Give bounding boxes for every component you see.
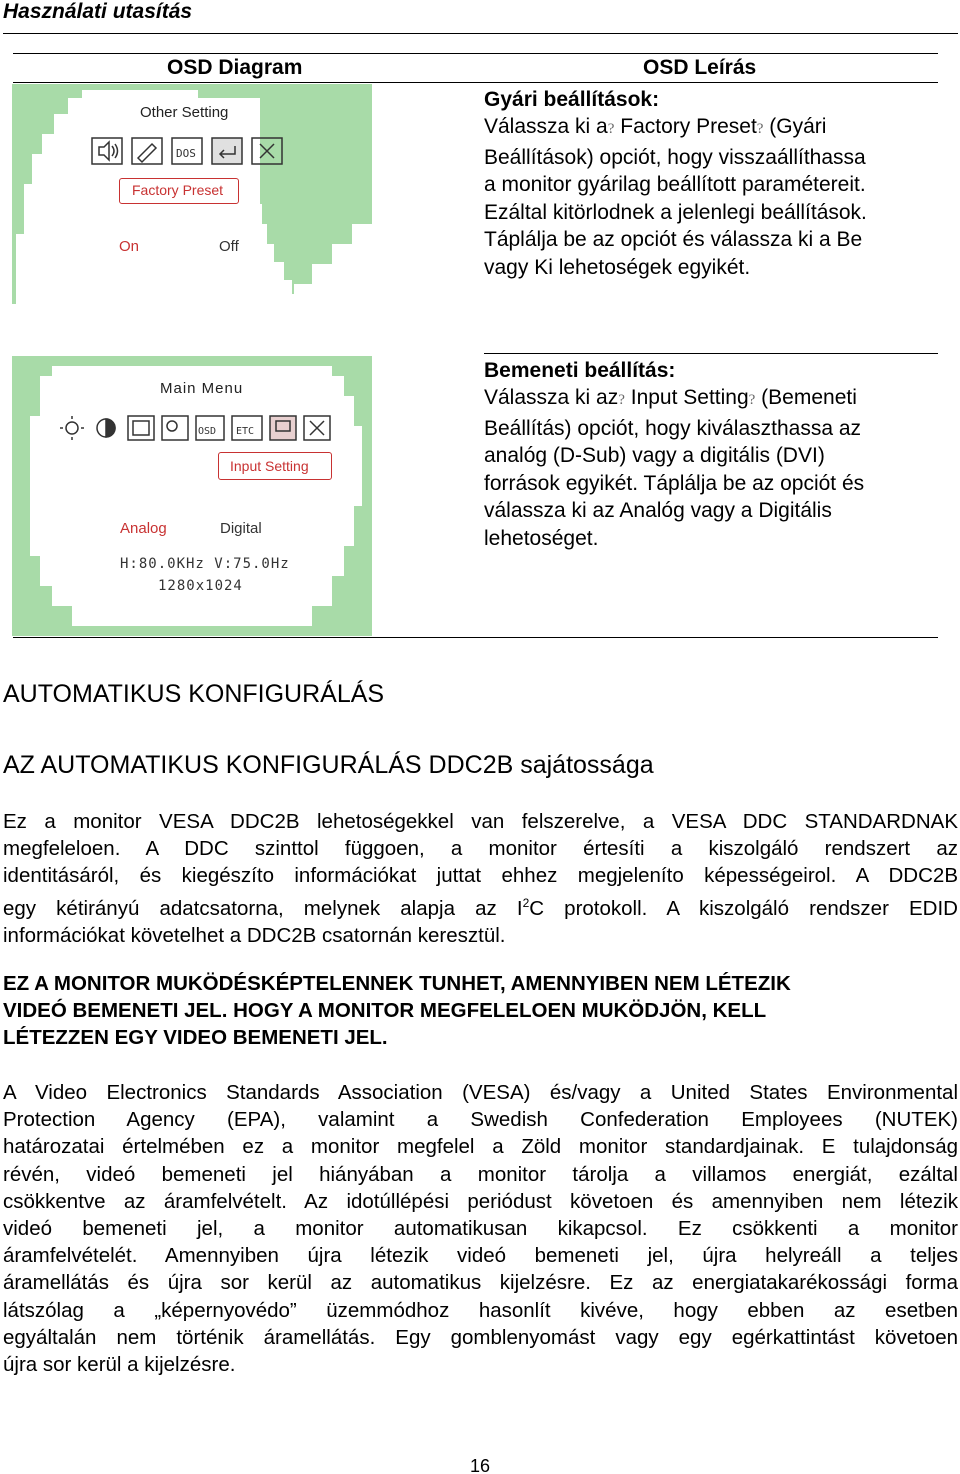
paragraph-ddc2b: Ez a monitor VESA DDC2B lehetoségekkel van felszerelve, a VESA DDC STANDARDNAK megfeleloen. A DDC szinttol függoen, a monitor értesíti a kiszolgáló rendszert az identitásáról, és kiegészíto információkat juttat ehhez megjeleníto képességeirol. A DDC2B egy kétirányú adatcsatorna, melynek alapja az $I^2C$ protokoll. A kiszolgáló rendszer EDID információkat követelhet a DDC2B csatornán keresztül. [3,810,958,947]
osd-icon-row [58,412,358,444]
osd-selected-label: Input Setting [230,458,309,474]
table-top-rule [13,53,938,54]
osd-frequency: H:80.0KHz V:75.0Hz [120,556,290,572]
osd-title: Main Menu [160,380,244,397]
table-bottom-rule [13,637,938,638]
svg-text:OSD: OSD [198,426,217,437]
table-header-rule [13,82,938,83]
section-title-auto-config: AUTOMATIKUS KONFIGURÁLÁS [3,680,385,708]
brightness-icon [66,422,78,434]
page-number: 16 [470,1456,491,1474]
osd-option-analog: Analog [120,520,167,537]
warning-text: EZ A MONITOR MUKÖDÉSKÉPTELENNEK TUNHET, AMENNYIBEN NEM LÉTEZIK VIDEÓ BEMENETI JEL. HOGY A MONITOR MEGFELELOEN MUKÖDJÖN, KELL LÉTEZZEN EGY VIDEO BEMENETI JEL. [3,972,791,1050]
row1-heading: Gyári beállítások: [484,88,660,111]
column-header-osd-diagram: OSD Diagram [167,56,303,79]
column-header-osd-description: OSD Leírás [643,56,757,79]
osd-option-off: Off [219,238,239,255]
header-rule [3,33,958,34]
svg-text:DOS: DOS [176,147,196,160]
osd-resolution: 1280x1024 [158,578,243,594]
osd-title: Other Setting [140,104,229,121]
osd-edit-icon [132,138,162,164]
row2-heading: Bemeneti beállítás: [484,359,676,382]
osd-diagram-other-setting [12,84,372,350]
input-icon [270,416,296,440]
osd-option-digital: Digital [220,520,262,537]
osd-option-on: On [119,238,140,255]
color-icon [162,416,188,440]
osd-diagram-main-menu [12,356,372,636]
row2-description: Válassza ki az? Input Setting? (Bemeneti Beállítás) opciót, hogy kiválaszthassa az analóg (D-Sub) vagy a digitális (DVI) források egyikét. Táplálja be az opciót és válassza ki az Analóg vagy a Digitális lehetoséget. [484,386,865,550]
osd-selected-label: Factory Preset [132,182,224,198]
row1-description: Válassza ki a? Factory Preset? (Gyári Beállítások) opciót, hogy visszaállíthassa a monitor gyárilag beállított paramétereit. Ezáltal kitörlodnek a jelenlegi beállítások. Táplálja be az opciót és válassza ki a Be vagy Ki lehetoségek egyikét. [484,115,867,279]
document-header-title: Használati utasítás [3,0,193,23]
paragraph-power-saving: A Video Electronics Standards Association (VESA) és/vagy a United States Environmental Protection Agency (EPA), valamint a Swedish Confederation Employees (NUTEK) határozatai értelmében ez a monitor megfelel a Zöld monitor standardjainak. E tulajdonság révén, videó bemeneti jel hiányában a monitor tárolja a villamos energiát, ezáltal csökkentve az áramfelvételt. Az idotúllépési periódust követoen és amennyiben nem létezik videó bemeneti jel, a monitor automatikusan kikapcsol. Ez csökkenti a monitor áramfelvételét. Amennyiben újra létezik videó bemeneti jel, újra helyreáll a teljes áramellátás és újra sor kerül az automatikus kijelzésre. Ez az energiatakarékossági forma látszólag a „képernyovédo” üzemmódhoz hasonlít kivéve, hogy ebben az esetben egyáltalán nem történik áramellátás. Egy gomblenyomást vagy egy egérkattintást követoen újra sor kerül a kijelzésre. [3,1081,958,1377]
section-title-ddc2b: AZ AUTOMATIKUS KONFIGURÁLÁS DDC2B sajátossága [3,751,654,779]
row-separator [484,353,938,354]
svg-text:ETC: ETC [236,426,255,437]
return-icon [212,138,242,164]
osd-icon-row [90,134,300,168]
position-icon [128,416,154,440]
